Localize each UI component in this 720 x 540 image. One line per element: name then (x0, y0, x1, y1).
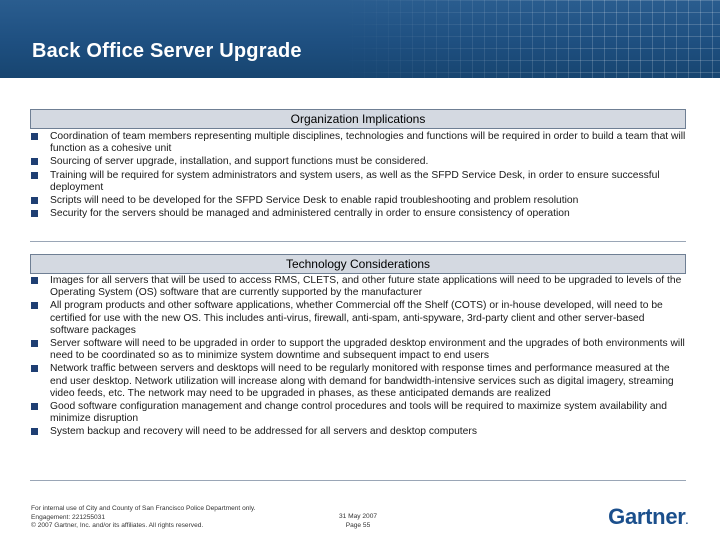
square-bullet-icon (31, 302, 38, 309)
footer-engagement: Engagement: 221255031 (31, 513, 106, 521)
footer-date-page (330, 513, 386, 530)
list-item (30, 156, 686, 168)
square-bullet-icon (31, 197, 38, 204)
square-bullet-icon (31, 210, 38, 217)
gartner-logo-text: Gartner (608, 504, 686, 529)
list-item-text: Server software will need to be upgraded in order to support the upgraded desktop environment and the upgrades of both environments will need to be coordinated so as to minimize system downtime and subsequent impact to end users (50, 338, 685, 362)
organization-implications-header: Organization Implications (30, 109, 686, 129)
list-item (30, 300, 686, 337)
list-item (30, 208, 686, 220)
list-item-text: Coordination of team members representing multiple disciplines, technologies and functions will be required in order to build a team that will function as a cohesive unit (50, 131, 686, 155)
list-item-text: Images for all servers that will be used to access RMS, CLETS, and other future state applications will need to be upgraded to levels of the Operating System (OS) software that are currently supported by the manufacturer (50, 275, 682, 299)
list-item (30, 363, 686, 400)
list-item-text: Network traffic between servers and desktops will need to be regularly monitored with response times and performance measured at the end user desktop. Network utilization will increase along with demand for bandwidth-intensive services such as digital imagery, streaming video feeds, etc. The network may need to be upgraded in phases, as these anticipated demands are realized (50, 363, 674, 399)
square-bullet-icon (31, 133, 38, 140)
title-bar (0, 0, 720, 78)
gartner-logo-mark: . (685, 516, 688, 527)
footer-date: 31 May 2007 (338, 513, 378, 520)
square-bullet-icon (31, 277, 38, 284)
list-item (30, 275, 686, 299)
slide-title: Back Office Server Upgrade (32, 40, 302, 62)
list-item-text: Good software configuration management and change control procedures and tools will be required to maximize system availability and minimize disruption (50, 401, 668, 425)
technology-considerations-list (30, 275, 686, 440)
list-item (30, 426, 686, 438)
footer-copyright: © 2007 Gartner, Inc. and/or its affiliates. All rights reserved. (31, 522, 204, 530)
list-item (30, 195, 686, 207)
list-item-text: Training will be required for system administrators and system users, as well as the SFPD Service Desk, in order to ensure successful deployment (50, 169, 660, 193)
page-number: Page 55 (345, 521, 371, 529)
footer-divider (30, 480, 686, 481)
list-item (30, 131, 686, 155)
list-item (30, 401, 686, 425)
square-bullet-icon (31, 172, 38, 179)
list-item-text: Sourcing of server upgrade, installation, and support functions must be considered. (50, 156, 429, 168)
gartner-logo (608, 504, 688, 530)
footer-usage-note: For internal use of City and County of San Francisco Police Department only. (31, 505, 256, 512)
square-bullet-icon (31, 365, 38, 372)
square-bullet-icon (31, 428, 38, 435)
technology-considerations-header: Technology Considerations (30, 254, 686, 274)
list-item-text: All program products and other software applications, whether Commercial off the Shelf (COTS) or in-house developed, will need to be certified for use with the new OS. This includes anti-virus, firewall, anti-spam, anti-spyware, 3rd-party client and other server-based software packages (50, 300, 663, 336)
square-bullet-icon (31, 403, 38, 410)
footer-legal (31, 505, 256, 531)
organization-implications-list (30, 131, 686, 221)
list-item (30, 338, 686, 362)
section-divider (30, 241, 686, 242)
list-item-text: System backup and recovery will need to be addressed for all servers and desktop computers (50, 426, 477, 438)
square-bullet-icon (31, 158, 38, 165)
list-item-text: Scripts will need to be developed for the SFPD Service Desk to enable rapid troubleshooting and problem resolution (50, 195, 579, 207)
list-item (30, 170, 686, 194)
list-item-text: Security for the servers should be managed and administered centrally in order to ensure consistency of operation (50, 208, 570, 220)
square-bullet-icon (31, 340, 38, 347)
title-bar-grid-pattern (340, 0, 720, 78)
